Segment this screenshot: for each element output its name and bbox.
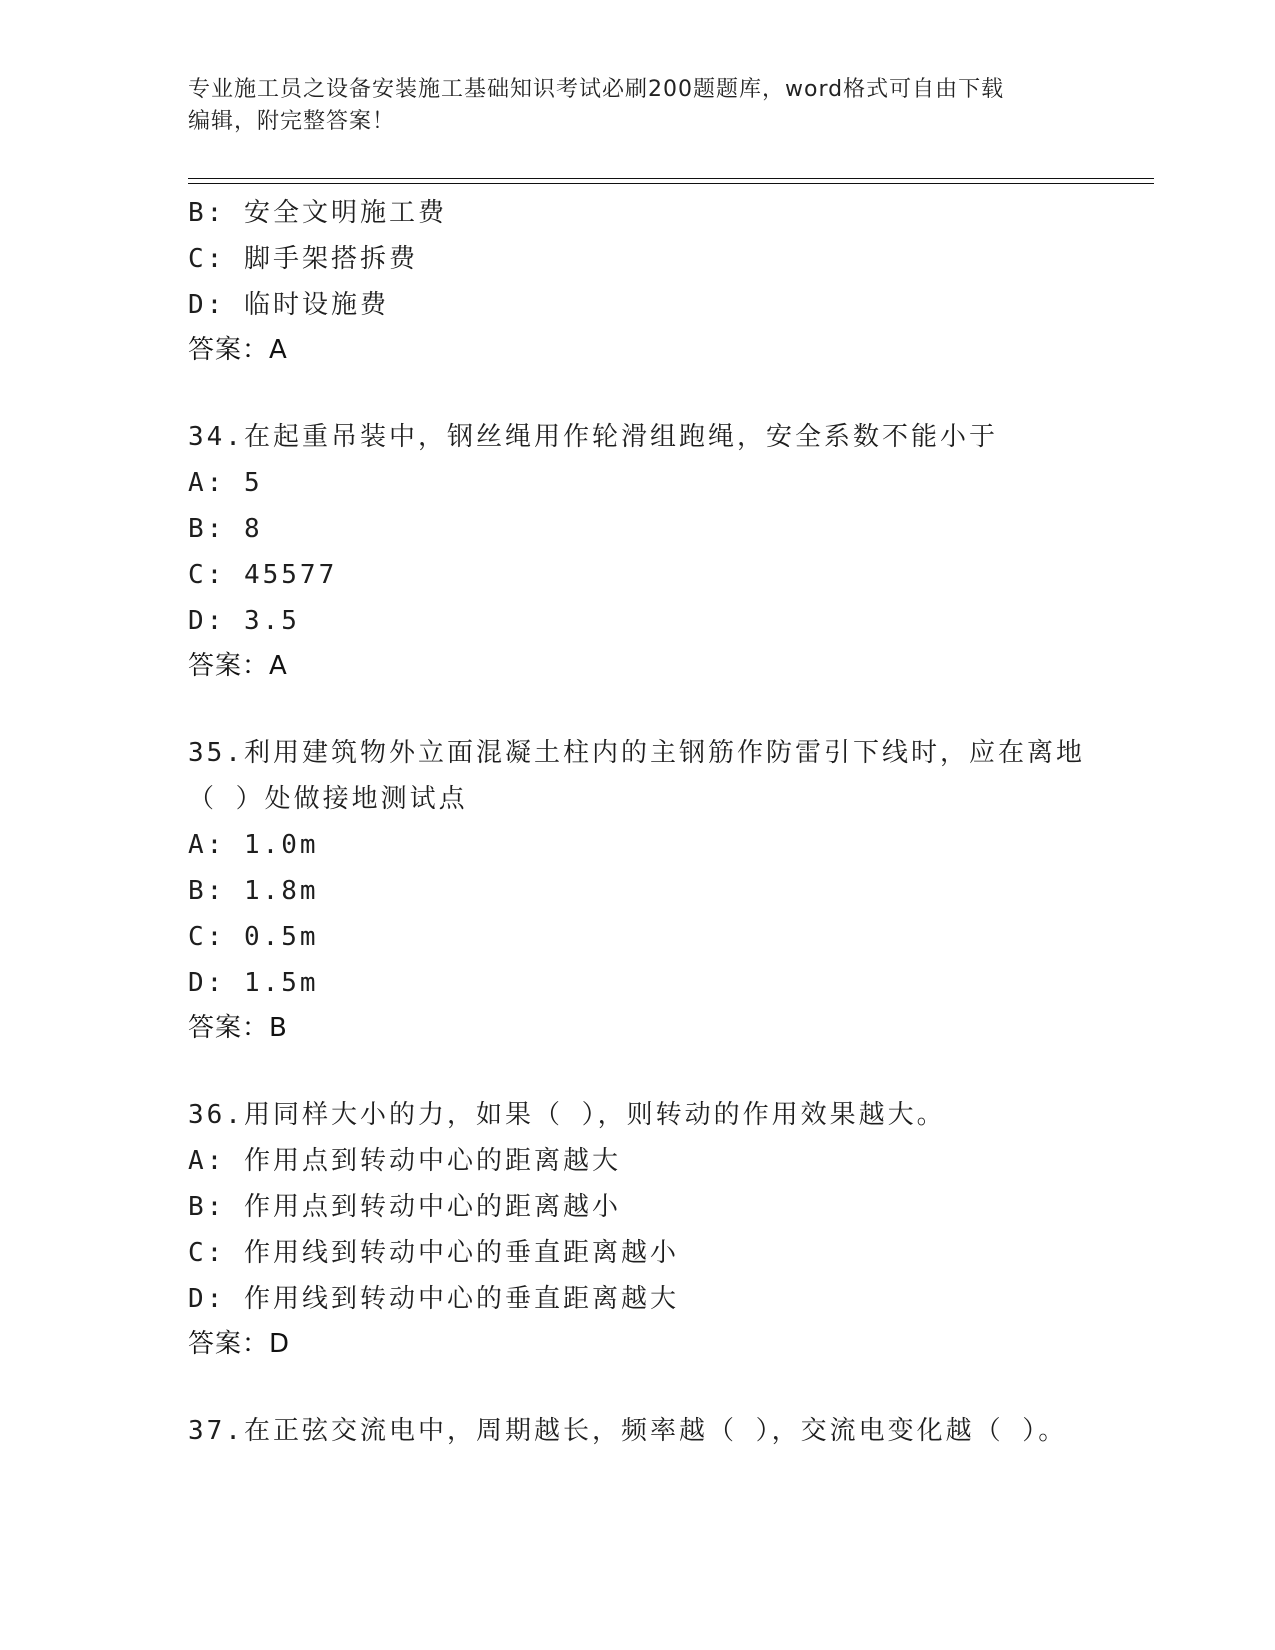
header-line-2: 编辑，附完整答案！: [188, 109, 396, 134]
question-block: [188, 1092, 1154, 1366]
header-rule-bottom: [188, 183, 1154, 184]
option-d: D: 作用线到转动中心的垂直距离越大: [188, 1284, 679, 1314]
option-b: B: 安全文明施工费: [188, 198, 447, 228]
option-b: B: 8: [188, 514, 263, 544]
answer: 答案：D: [188, 1329, 291, 1359]
question-text: 35.利用建筑物外立面混凝土柱内的主钢筋作防雷引下线时，应在离地: [188, 738, 1085, 768]
spacer: [188, 1050, 1154, 1092]
question-block: [188, 1408, 1154, 1454]
header-rule-top: [188, 178, 1154, 179]
question-block: [188, 730, 1154, 1050]
question-text: 36.用同样大小的力，如果（ ），则转动的作用效果越大。: [188, 1100, 946, 1130]
option-a: A: 作用点到转动中心的距离越大: [188, 1146, 621, 1176]
spacer: [188, 1366, 1154, 1408]
option-d: D: 3.5: [188, 606, 300, 636]
option-b: B: 作用点到转动中心的距离越小: [188, 1192, 621, 1222]
question-block: [188, 414, 1154, 688]
option-b: B: 1.8m: [188, 876, 319, 906]
answer: 答案：A: [188, 335, 288, 365]
question-text: 37.在正弦交流电中，周期越长，频率越（ ），交流电变化越（ ）。: [188, 1416, 1068, 1446]
question-block: [188, 190, 1154, 372]
option-c: C: 作用线到转动中心的垂直距离越小: [188, 1238, 679, 1268]
option-a: A: 1.0m: [188, 830, 319, 860]
question-list: [188, 190, 1154, 1454]
spacer: [188, 688, 1154, 730]
header-line-1: 专业施工员之设备安装施工基础知识考试必刷200题题库，word格式可自由下载: [188, 77, 1005, 102]
option-c: C: 脚手架搭拆费: [188, 244, 418, 274]
option-d: D: 临时设施费: [188, 290, 389, 320]
spacer: [188, 372, 1154, 414]
question-text-continued: （ ）处做接地测试点: [188, 784, 468, 814]
option-d: D: 1.5m: [188, 968, 319, 998]
option-a: A: 5: [188, 468, 263, 498]
answer: 答案：B: [188, 1013, 288, 1043]
option-c: C: 0.5m: [188, 922, 319, 952]
question-text: 34.在起重吊装中，钢丝绳用作轮滑组跑绳，安全系数不能小于: [188, 422, 998, 452]
answer: 答案：A: [188, 651, 288, 681]
option-c: C: 45577: [188, 560, 338, 590]
document-header: [188, 74, 1068, 138]
